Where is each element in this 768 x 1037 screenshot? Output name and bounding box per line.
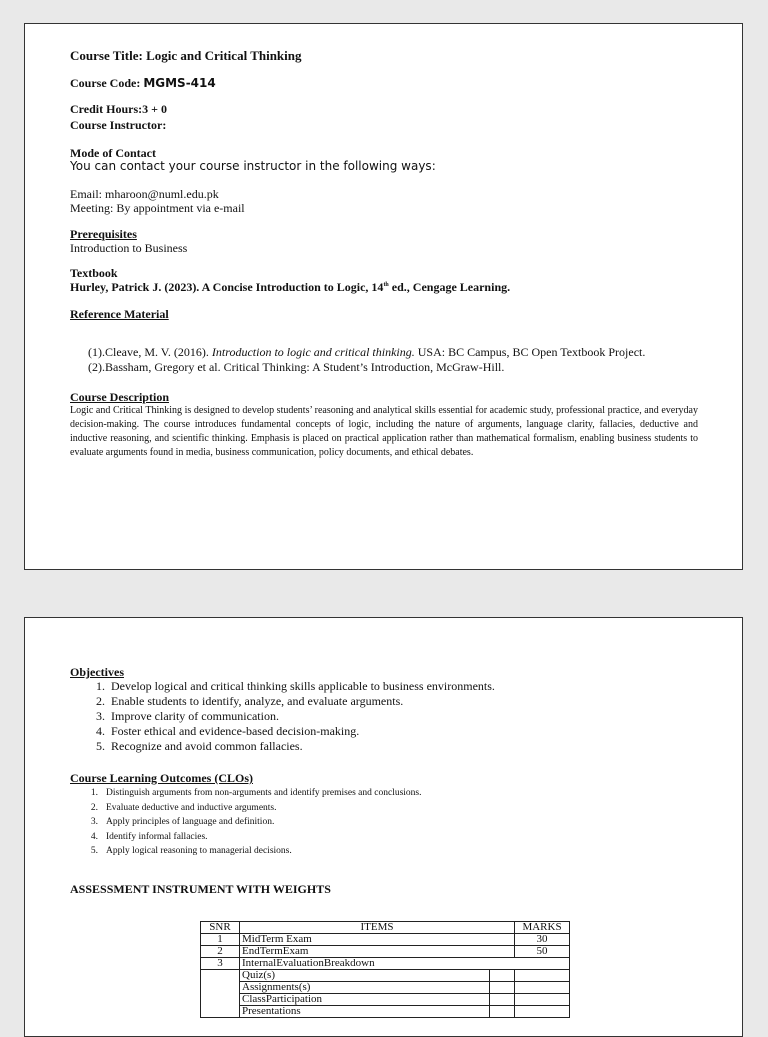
- course-title: Course Title: Logic and Critical Thinking: [70, 48, 302, 63]
- cell-empty: [490, 982, 515, 994]
- cell-snr: 3: [201, 958, 240, 970]
- course-instructor: Course Instructor:: [70, 118, 167, 132]
- cell-marks: 30: [515, 934, 570, 946]
- list-item: 4. Identify informal fallacies.: [90, 831, 208, 842]
- table-row: [201, 958, 570, 970]
- list-item: 5. Recognize and avoid common fallacies.: [96, 739, 303, 753]
- list-item: 1. Distinguish arguments from non-arguments and identify premises and conclusions.: [90, 788, 422, 798]
- textbook-citation-end: ed., Cengage Learning.: [388, 280, 511, 294]
- cell-snr: 2: [201, 946, 240, 958]
- reference-heading: Reference Material: [70, 307, 169, 321]
- cell-snr: 1: [201, 934, 240, 946]
- cell-empty: [490, 994, 515, 1006]
- list-item: 3. Apply principles of language and definition.: [90, 817, 275, 827]
- table-subrow: [201, 1006, 570, 1018]
- credit-hours: Credit Hours:3 + 0: [70, 102, 167, 116]
- cell-item: EndTermExam: [240, 946, 515, 958]
- assessment-heading: ASSESSMENT INSTRUMENT WITH WEIGHTS: [70, 882, 331, 896]
- list-item: 2. Evaluate deductive and inductive arguments.: [90, 802, 277, 813]
- table-subrow: [201, 970, 570, 982]
- cell-empty: [515, 970, 570, 982]
- table-row: [201, 934, 570, 946]
- cell-empty: [490, 970, 515, 982]
- assessment-table: [200, 921, 570, 1018]
- prerequisites-heading: Prerequisites: [70, 227, 137, 241]
- reference-text: Cleave, M. V. (2016).: [105, 345, 212, 359]
- reference-text: Bassham, Gregory et al. Critical Thinking: A Student’s Introduction, McGraw-Hill.: [105, 360, 505, 374]
- reference-publisher: USA: BC Campus, BC Open Textbook Project.: [414, 345, 646, 359]
- course-description-heading: Course Description: [70, 390, 169, 404]
- header-snr: SNR: [201, 922, 240, 934]
- header-items: ITEMS: [240, 922, 515, 934]
- cell-empty: [515, 994, 570, 1006]
- reference-number: (2).: [88, 360, 105, 374]
- textbook-citation-main: Hurley, Patrick J. (2023). A Concise Introduction to Logic, 14: [70, 280, 384, 294]
- clo-heading: Course Learning Outcomes (CLOs): [70, 771, 253, 785]
- cell-subitem: Quiz(s): [240, 970, 490, 982]
- course-code: [70, 76, 216, 91]
- list-item: 3. Improve clarity of communication.: [96, 709, 279, 723]
- clo-list: [70, 786, 421, 859]
- meeting-info: Meeting: By appointment via e-mail: [70, 201, 245, 215]
- list-item: 2. Enable students to identify, analyze, and evaluate arguments.: [96, 694, 404, 708]
- table-subrow: [201, 982, 570, 994]
- reference-list: [88, 345, 645, 375]
- list-item: 1. Develop logical and critical thinking skills applicable to business environments.: [96, 679, 495, 693]
- cell-empty: [490, 1006, 515, 1018]
- cell-item: MidTerm Exam: [240, 934, 515, 946]
- reference-number: (1).: [88, 345, 105, 359]
- document-page-2: [24, 617, 743, 1037]
- cell-subitem: Presentations: [240, 1006, 490, 1018]
- course-code-label: Course Code:: [70, 76, 144, 90]
- reference-title: Introduction to logic and critical thinking.: [211, 345, 415, 359]
- reference-item: [88, 345, 645, 360]
- mode-of-contact-text: You can contact your course instructor in the following ways:: [70, 159, 436, 173]
- cell-snr-empty: [201, 970, 240, 1018]
- table-subrow: [201, 994, 570, 1006]
- reference-item: [88, 360, 645, 375]
- prerequisites-text: Introduction to Business: [70, 241, 188, 255]
- mode-of-contact-heading: Mode of Contact: [70, 146, 156, 160]
- table-row: [201, 946, 570, 958]
- textbook-heading: Textbook: [70, 266, 118, 280]
- cell-empty: [515, 1006, 570, 1018]
- cell-item: InternalEvaluationBreakdown: [240, 958, 570, 970]
- list-item: 4. Foster ethical and evidence-based decision-making.: [96, 724, 360, 738]
- cell-subitem: ClassParticipation: [240, 994, 490, 1006]
- textbook-edition-suffix: th: [383, 282, 389, 288]
- instructor-email: Email: mharoon@numl.edu.pk: [70, 187, 219, 201]
- header-marks: MARKS: [515, 922, 570, 934]
- textbook-citation: [70, 280, 510, 295]
- cell-empty: [515, 982, 570, 994]
- document-page-1: [24, 23, 743, 570]
- list-item: 5. Apply logical reasoning to managerial decisions.: [90, 846, 292, 856]
- objectives-heading: Objectives: [70, 665, 124, 679]
- objectives-list: [70, 679, 495, 754]
- course-description-text: Logic and Critical Thinking is designed to develop students’ reasoning and analytical skills essential for academic study, professional practice, and everyday decision-making. The course introduces fundamental concepts of logic, including the nature of arguments, language clarity, fallacies, deductive and inductive reasoning, and scientific thinking. Emphasis is placed on practical application rather than mathematical formalism, enabling business students to evaluate arguments found in media, business communication, policy documents, and ethical debates.: [70, 405, 698, 458]
- cell-subitem: Assignments(s): [240, 982, 490, 994]
- cell-marks: 50: [515, 946, 570, 958]
- table-header-row: [201, 922, 570, 934]
- course-code-value: MGMS-414: [143, 76, 216, 90]
